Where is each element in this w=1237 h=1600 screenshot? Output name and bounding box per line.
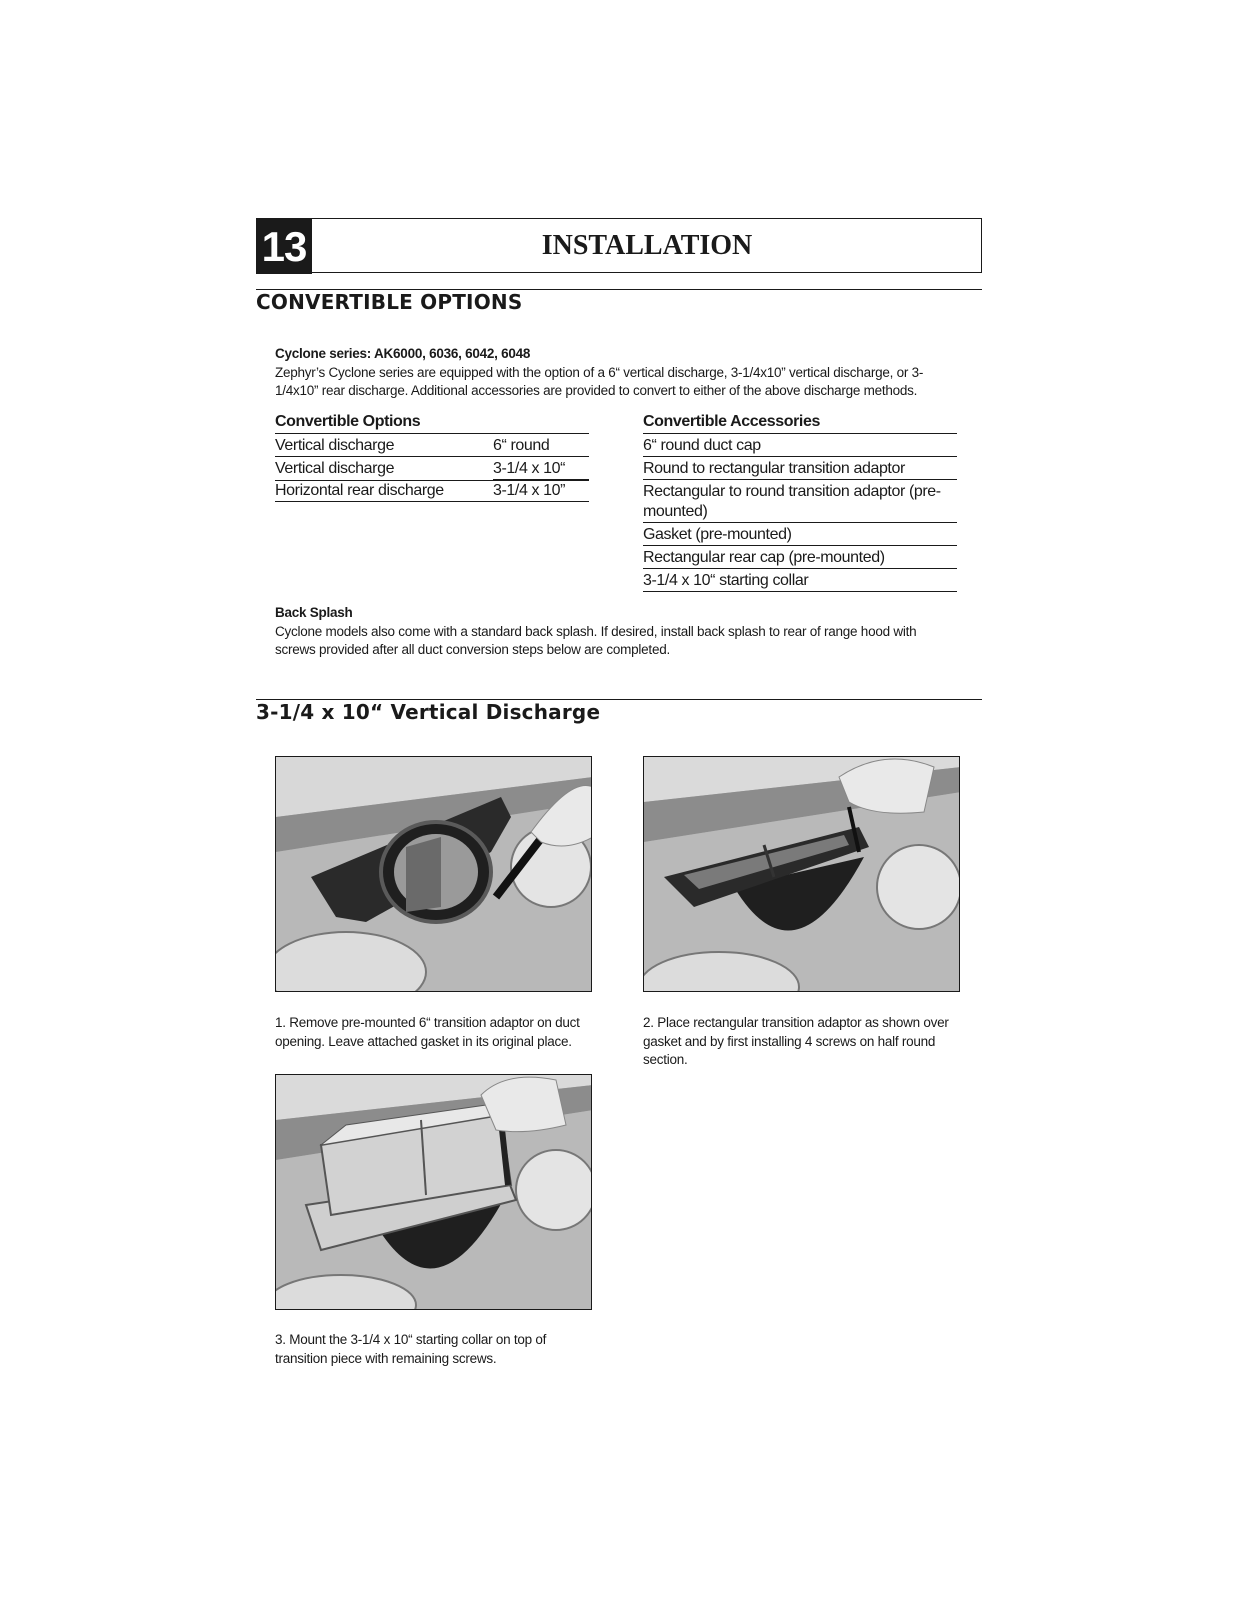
step-2-illustration	[644, 757, 960, 992]
caption-line: gasket and by first installing 4 screws on half round	[643, 1033, 936, 1049]
accessory-item-line-1: Rectangular to round transition adaptor (pre-	[643, 483, 941, 500]
table-row	[275, 434, 589, 457]
step-3-illustration	[276, 1075, 592, 1310]
table-row	[643, 523, 957, 546]
page-title: INSTALLATION	[541, 230, 753, 261]
section-title-vertical-discharge: 3-1/4 x 10“ Vertical Discharge	[256, 700, 601, 724]
options-table-header: Convertible Options	[275, 411, 589, 434]
intro-block	[275, 345, 975, 401]
table-row	[643, 480, 957, 523]
option-size: 3-1/4 x 10”	[493, 482, 566, 499]
caption-line: 1. Remove pre-mounted 6“ transition adaptor on duct	[275, 1015, 580, 1030]
accessory-item: Gasket (pre-mounted)	[643, 526, 792, 543]
option-name: Vertical discharge	[275, 437, 395, 454]
option-size: 6“ round	[493, 437, 550, 454]
table-row	[643, 457, 957, 480]
table-row	[643, 569, 957, 592]
caption-line: 3. Mount the 3-1/4 x 10“ starting collar on top of	[275, 1332, 547, 1347]
step-3-photo	[275, 1074, 592, 1310]
accessories-table-header: Convertible Accessories	[643, 411, 957, 434]
accessory-item: Rectangular rear cap (pre-mounted)	[643, 549, 885, 566]
intro-line-2: 1/4x10” rear discharge. Additional accessories are provided to convert to either of the above discharge methods.	[275, 383, 918, 398]
accessory-item: 3-1/4 x 10“ starting collar	[643, 572, 809, 589]
table-row	[643, 434, 957, 457]
intro-line-1: Zephyr’s Cyclone series are equipped with the option of a 6“ vertical discharge, 3-1/4x10” vertical discharge, or 3-	[275, 364, 924, 380]
option-size: 3-1/4 x 10“	[493, 459, 589, 480]
caption-line: section.	[643, 1052, 688, 1067]
accessory-item: 6“ round duct cap	[643, 437, 761, 454]
accessory-item: Round to rectangular transition adaptor	[643, 460, 905, 477]
step-2-photo	[643, 756, 960, 992]
page-number: 13	[256, 219, 312, 274]
caption-line: 2. Place rectangular transition adaptor as shown over	[643, 1015, 949, 1030]
caption-line: opening. Leave attached gasket in its original place.	[275, 1033, 572, 1049]
convertible-accessories-table	[643, 411, 957, 592]
accessory-item-line-2: mounted)	[643, 503, 708, 520]
convertible-options-table	[275, 411, 589, 502]
step-1-photo	[275, 756, 592, 992]
step-3-caption	[275, 1331, 595, 1368]
section-title-convertible-options: CONVERTIBLE OPTIONS	[256, 290, 523, 314]
step-1-illustration	[276, 757, 592, 992]
intro-heading: Cyclone series: AK6000, 6036, 6042, 6048	[275, 346, 531, 361]
table-row	[643, 546, 957, 569]
step-1-caption	[275, 1014, 595, 1051]
caption-line: transition piece with remaining screws.	[275, 1350, 497, 1366]
back-splash-heading: Back Splash	[275, 605, 353, 620]
table-row	[275, 480, 589, 502]
back-splash-block	[275, 604, 975, 660]
back-splash-line-2: screws provided after all duct conversion steps below are completed.	[275, 642, 670, 657]
option-name: Vertical discharge	[275, 460, 395, 477]
table-row	[275, 457, 589, 480]
back-splash-line-1: Cyclone models also come with a standard back splash. If desired, install back splash to rear of range hood with	[275, 623, 917, 639]
step-2-caption	[643, 1014, 963, 1070]
option-name: Horizontal rear discharge	[275, 482, 444, 499]
